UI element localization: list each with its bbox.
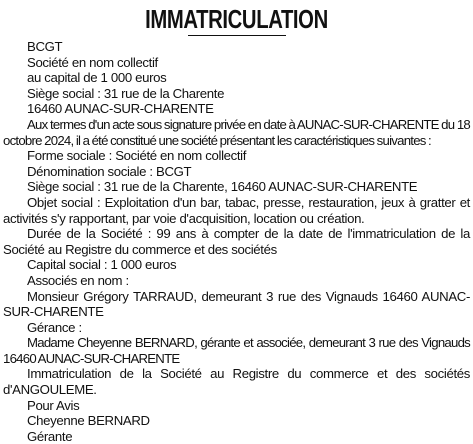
company-registered-office: Siège social : 31 rue de la Charente — [27, 85, 225, 101]
share-capital-line: Capital social : 1 000 euros — [27, 257, 177, 273]
company-city: 16460 AUNAC-SUR-CHARENTE — [27, 101, 214, 117]
registered-office-line: Siège social : 31 rue de la Charente, 16460 AUNAC-SUR-CHARENTE — [27, 179, 418, 195]
signatory-name: Cheyenne BERNARD — [27, 413, 150, 429]
partners-heading: Associés en nom : — [27, 272, 129, 288]
company-form: Société en nom collectif — [27, 54, 158, 70]
deed-paragraph: Aux termes d'un acte sous signature privée en date à AUNAC-SUR-CHARENTE du 18 octobre 2024, il a été constitué une société présentant les caractéristiques suivantes : — [3, 116, 470, 148]
signatory-role: Gérante — [27, 428, 73, 444]
corporate-purpose: Objet social : Exploitation d'un bar, tabac, presse, restauration, jeux à gratter et activités s'y rapportant, par voie d'acquisition, location ou création. — [3, 194, 470, 226]
manager-entry: Madame Cheyenne BERNARD, gérante et associée, demeurant 3 rue des Vignauds 16460 AUNAC-SUR-CHARENTE — [3, 335, 470, 366]
notice-body — [3, 39, 470, 444]
company-capital: au capital de 1 000 euros — [27, 70, 167, 86]
company-name: BCGT — [27, 39, 63, 54]
partner-entry: Monsieur Grégory TARRAUD, demeurant 3 rue des Vignauds 16460 AUNAC-SUR-CHARENTE — [3, 288, 470, 320]
company-denomination-line: Dénomination sociale : BCGT — [27, 163, 192, 179]
legal-form-line: Forme sociale : Société en nom collectif — [27, 148, 247, 164]
notice-title: IMMATRICULATION — [145, 4, 328, 34]
management-heading: Gérance : — [27, 319, 82, 335]
company-duration: Durée de la Société : 99 ans à compter de la date de l'immatriculation de la Société au Registre du commerce et des sociétés — [3, 226, 470, 257]
title-underline — [188, 35, 286, 36]
pour-avis: Pour Avis — [27, 397, 80, 413]
registration-line: Immatriculation de la Société au Registre du commerce et des sociétés d'ANGOULEME. — [3, 366, 470, 398]
